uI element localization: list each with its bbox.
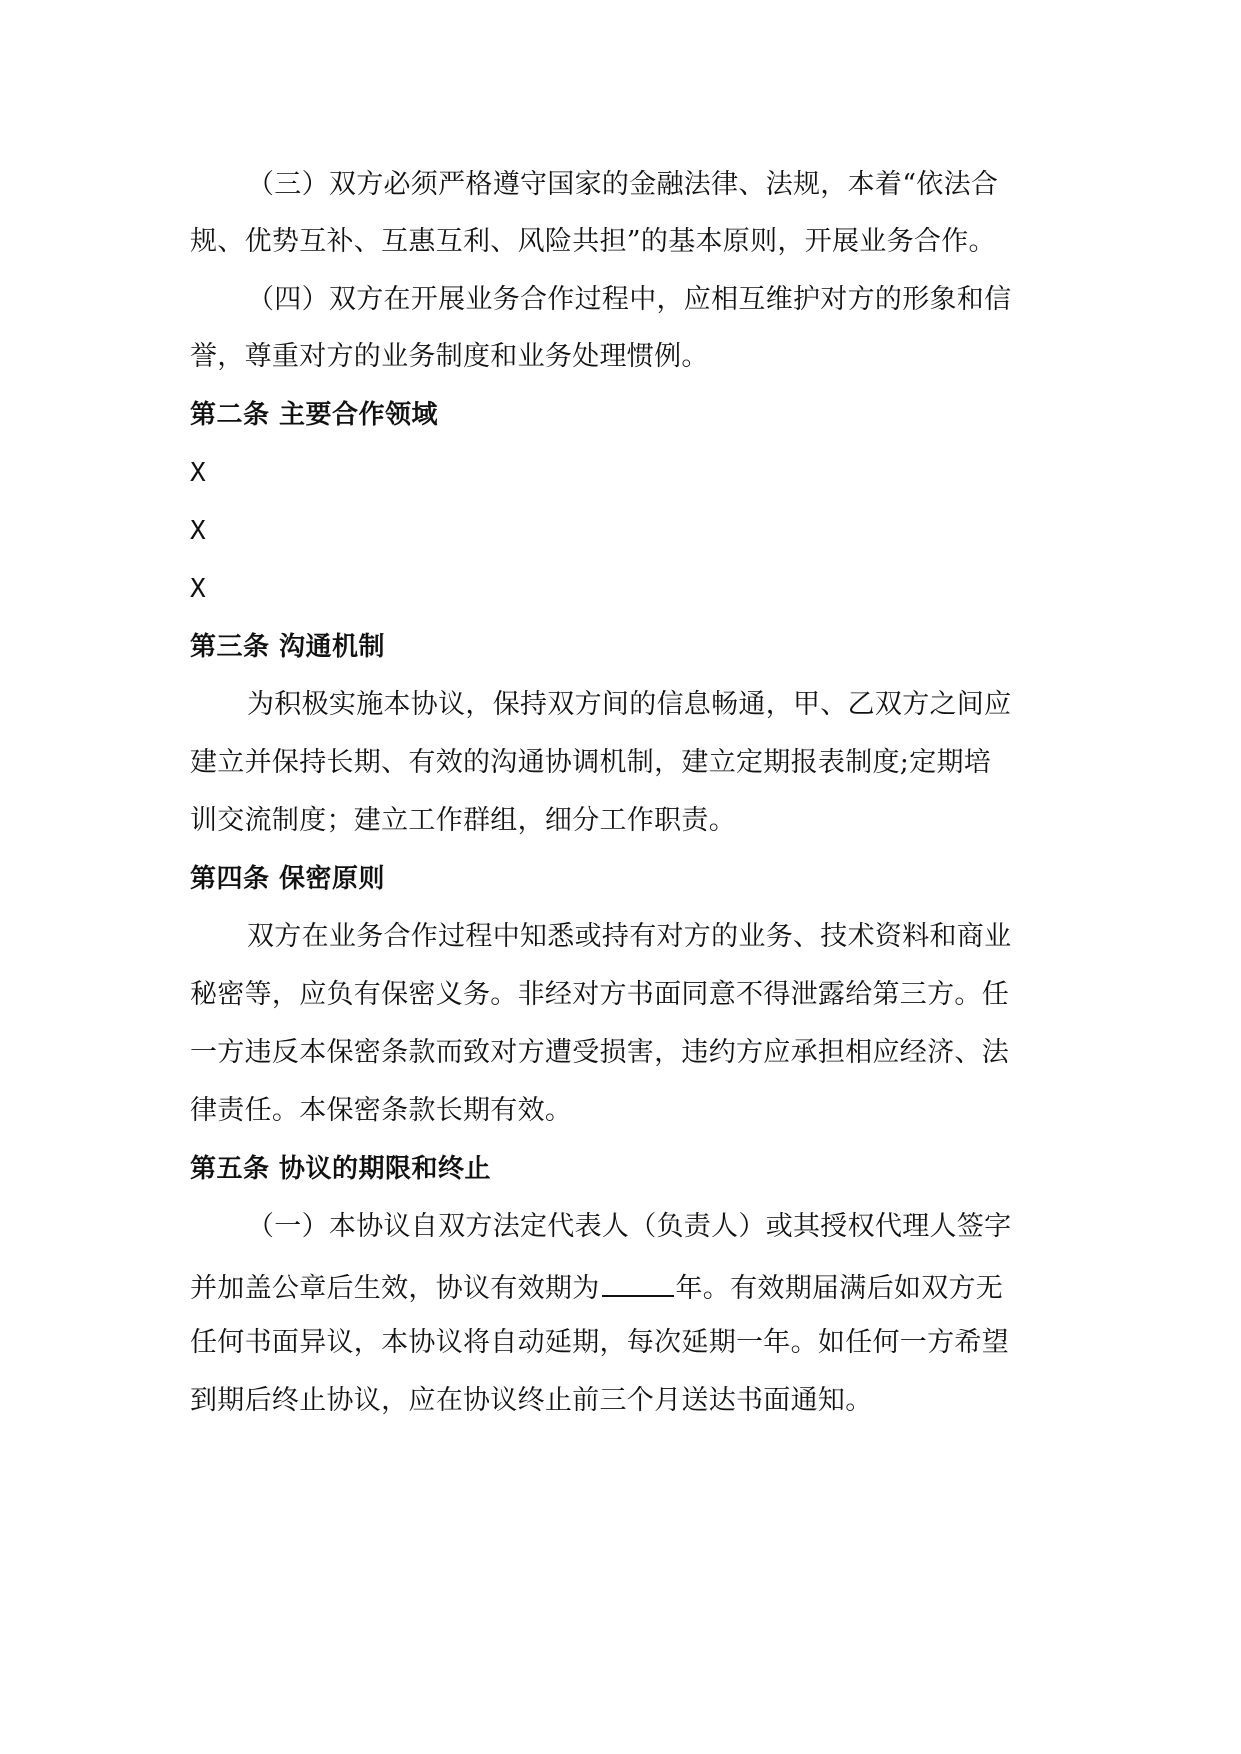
clause-4-line-1: （四）双方在开展业务合作过程中，应相互维护对方的形象和信 <box>247 284 1012 315</box>
article-5-line-3: 任何书面异议，本协议将自动延期，每次延期一年。如任何一方希望 <box>190 1327 1009 1358</box>
article-2-item-2: X <box>190 516 206 546</box>
term-years-blank <box>602 1267 674 1297</box>
article-4-line-1: 双方在业务合作过程中知悉或持有对方的业务、技术资料和商业 <box>247 921 1012 952</box>
clause-3-line-1: （三）双方必须严格遵守国家的金融法律、法规，本着“依法合 <box>247 169 999 200</box>
article-4-line-3: 一方违反本保密条款而致对方遭受损害，违约方应承担相应经济、法 <box>190 1037 1009 1068</box>
article-5-line-2 <box>190 1267 1060 1307</box>
article-3-heading: 第三条 沟通机制 <box>190 632 386 662</box>
article-2-heading: 第二条 主要合作领域 <box>190 400 439 430</box>
clause-4-line-2: 誉，尊重对方的业务制度和业务处理惯例。 <box>190 341 709 372</box>
article-5-line-1: （一）本协议自双方法定代表人（负责人）或其授权代理人签字 <box>247 1211 1012 1242</box>
article-2-item-3: X <box>190 574 206 604</box>
clause-3-line-2: 规、优势互补、互惠互利、风险共担”的基本原则，开展业务合作。 <box>190 226 996 257</box>
article-5-heading: 第五条 协议的期限和终止 <box>190 1154 492 1184</box>
article-3-line-3: 训交流制度；建立工作群组，细分工作职责。 <box>190 805 736 836</box>
article-4-line-4: 律责任。本保密条款长期有效。 <box>190 1095 573 1126</box>
article-5-line-2-after: 年。有效期届满后如双方无 <box>675 1273 1004 1304</box>
article-3-line-1: 为积极实施本协议，保持双方间的信息畅通，甲、乙双方之间应 <box>247 689 1012 720</box>
article-4-heading: 第四条 保密原则 <box>190 864 386 894</box>
article-5-line-4: 到期后终止协议，应在协议终止前三个月送达书面通知。 <box>190 1385 873 1416</box>
article-5-line-2-before: 并加盖公章后生效，协议有效期为 <box>190 1273 600 1304</box>
article-4-line-2: 秘密等，应负有保密义务。非经对方书面同意不得泄露给第三方。任 <box>190 979 1009 1010</box>
article-2-item-1: X <box>190 458 206 488</box>
article-3-line-2: 建立并保持长期、有效的沟通协调机制，建立定期报表制度;定期培 <box>190 747 992 778</box>
